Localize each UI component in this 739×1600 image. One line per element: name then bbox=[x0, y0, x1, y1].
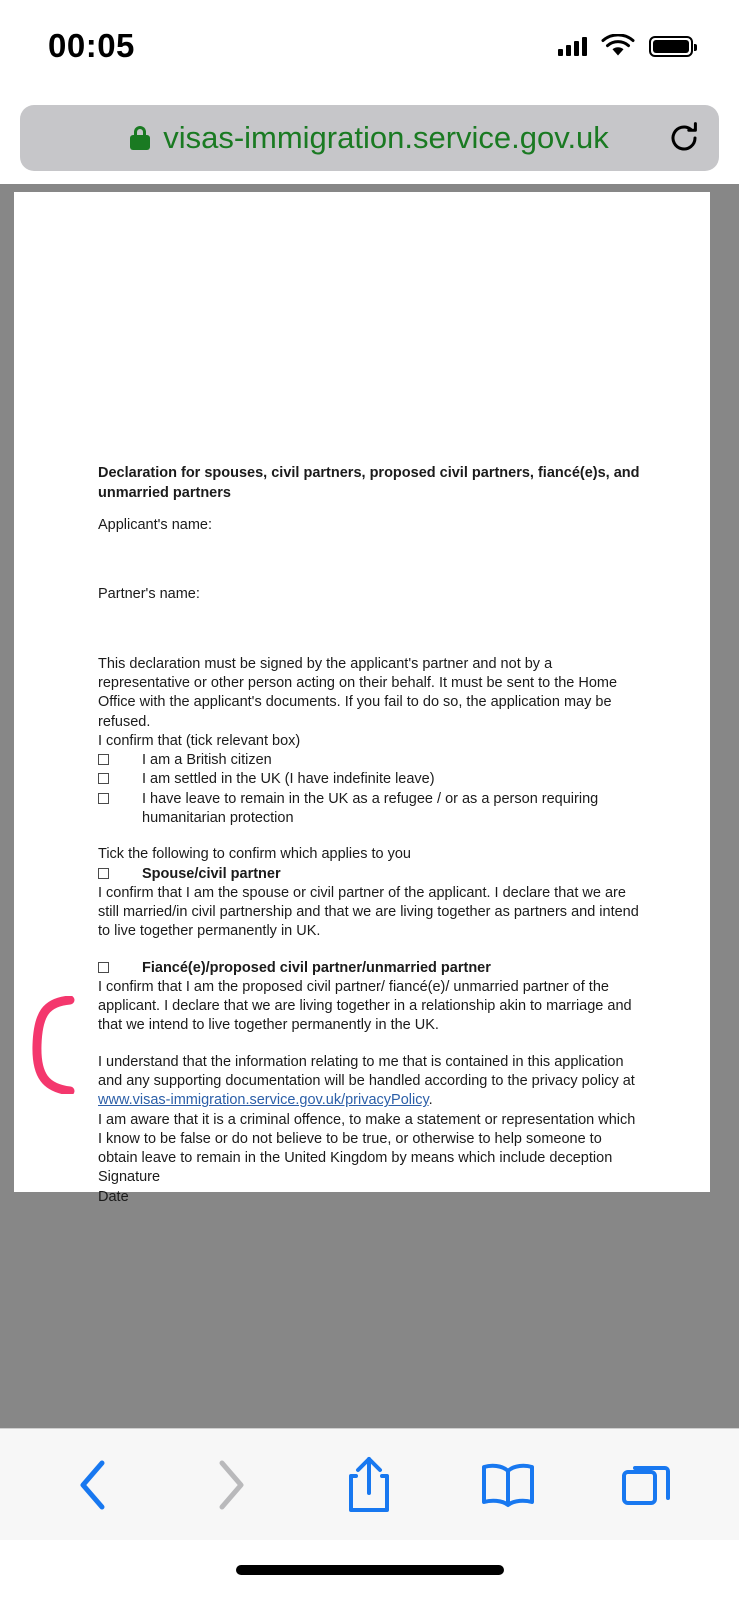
section-heading: Fiancé(e)/proposed civil partner/unmarried partner bbox=[142, 959, 491, 976]
status-bar bbox=[0, 0, 739, 92]
back-button[interactable] bbox=[56, 1448, 130, 1522]
section-fiance-unmarried-partner bbox=[98, 959, 643, 1036]
browser-address-bar-area bbox=[0, 92, 739, 184]
section-body: I confirm that I am the spouse or civil partner of the applicant. I declare that we are still married/in civil partnership and that we are living together as partners and intend to live together permanently in UK. bbox=[98, 884, 639, 940]
address-bar[interactable] bbox=[20, 105, 719, 171]
section-heading: Spouse/civil partner bbox=[142, 865, 281, 882]
fiance-checkbox-row[interactable] bbox=[98, 959, 643, 978]
confirm-option-refugee[interactable] bbox=[98, 790, 643, 829]
date-label: Date bbox=[98, 1188, 129, 1205]
partner-name-label: Partner's name: bbox=[98, 586, 200, 603]
confirm-heading: I confirm that (tick relevant box) bbox=[98, 732, 301, 749]
confirm-option-label: I have leave to remain in the UK as a refugee / or as a person requiring humanitarian protection bbox=[142, 790, 599, 826]
tick-heading: Tick the following to confirm which applies to you bbox=[98, 846, 411, 863]
confirm-group bbox=[98, 732, 643, 828]
applicant-name-label: Applicant's name: bbox=[98, 517, 212, 534]
cellular-signal-icon bbox=[558, 36, 587, 56]
pdf-page bbox=[14, 192, 710, 1205]
reload-icon[interactable] bbox=[667, 121, 701, 155]
home-indicator[interactable] bbox=[236, 1565, 504, 1575]
lock-icon bbox=[130, 126, 150, 150]
privacy-paragraph bbox=[98, 1053, 643, 1111]
share-icon bbox=[345, 1455, 393, 1515]
book-icon bbox=[479, 1462, 537, 1508]
chevron-right-icon bbox=[214, 1459, 248, 1511]
spouse-checkbox-row[interactable] bbox=[98, 865, 643, 884]
web-page-viewport[interactable] bbox=[0, 184, 739, 1428]
tabs-icon bbox=[620, 1459, 672, 1511]
criminal-offence-paragraph: I am aware that it is a criminal offence, to make a statement or representation which I know to be false or do not believe to be true, or otherwise to help someone to obtain leave to remain in the United Kingdom by means which include deception bbox=[98, 1111, 636, 1167]
privacy-policy-link[interactable]: www.visas-immigration.service.gov.uk/privacyPolicy bbox=[98, 1092, 429, 1109]
checkbox-icon[interactable] bbox=[98, 754, 109, 765]
privacy-text: I understand that the information relating to me that is contained in this application and any supporting documentation will be handled according to the privacy policy at bbox=[98, 1053, 635, 1090]
privacy-text-end: . bbox=[428, 1092, 433, 1109]
confirm-option-label: I am a British citizen bbox=[142, 752, 272, 769]
confirm-option-label: I am settled in the UK (I have indefinite leave) bbox=[142, 771, 435, 788]
checkbox-icon[interactable] bbox=[98, 868, 109, 879]
checkbox-icon[interactable] bbox=[98, 793, 109, 804]
confirm-option-british-citizen[interactable] bbox=[98, 751, 643, 770]
declaration-intro: This declaration must be signed by the applicant's partner and not by a representative or other person acting on their behalf. It must be sent to the Home Office with the applicant's documents. If you fail to do so, the application may be refused. bbox=[98, 655, 618, 730]
confirm-option-settled-uk[interactable] bbox=[98, 770, 643, 789]
chevron-left-icon bbox=[76, 1459, 110, 1511]
forward-button[interactable] bbox=[194, 1448, 268, 1522]
declaration-document bbox=[98, 464, 643, 1207]
section-spouse-civil-partner bbox=[98, 865, 643, 942]
browser-toolbar bbox=[0, 1428, 739, 1540]
status-indicators bbox=[558, 34, 693, 59]
tabs-button[interactable] bbox=[609, 1448, 683, 1522]
battery-icon bbox=[649, 36, 693, 57]
url-text: visas-immigration.service.gov.uk bbox=[163, 120, 609, 155]
checkbox-icon[interactable] bbox=[98, 962, 109, 973]
checkbox-icon[interactable] bbox=[98, 773, 109, 784]
document-title: Declaration for spouses, civil partners, proposed civil partners, fiancé(e)s, and unmarried partners bbox=[98, 465, 640, 501]
signature-label: Signature bbox=[98, 1169, 161, 1186]
section-body: I confirm that I am the proposed civil partner/ fiancé(e)/ unmarried partner of the applicant. I declare that we are living together in a relationship akin to marriage and that we intend to live together permanently in the UK. bbox=[98, 978, 632, 1034]
status-time: 00:05 bbox=[48, 27, 135, 64]
bookmarks-button[interactable] bbox=[471, 1448, 545, 1522]
home-indicator-area bbox=[0, 1540, 739, 1600]
wifi-icon bbox=[601, 34, 635, 59]
share-button[interactable] bbox=[332, 1448, 406, 1522]
